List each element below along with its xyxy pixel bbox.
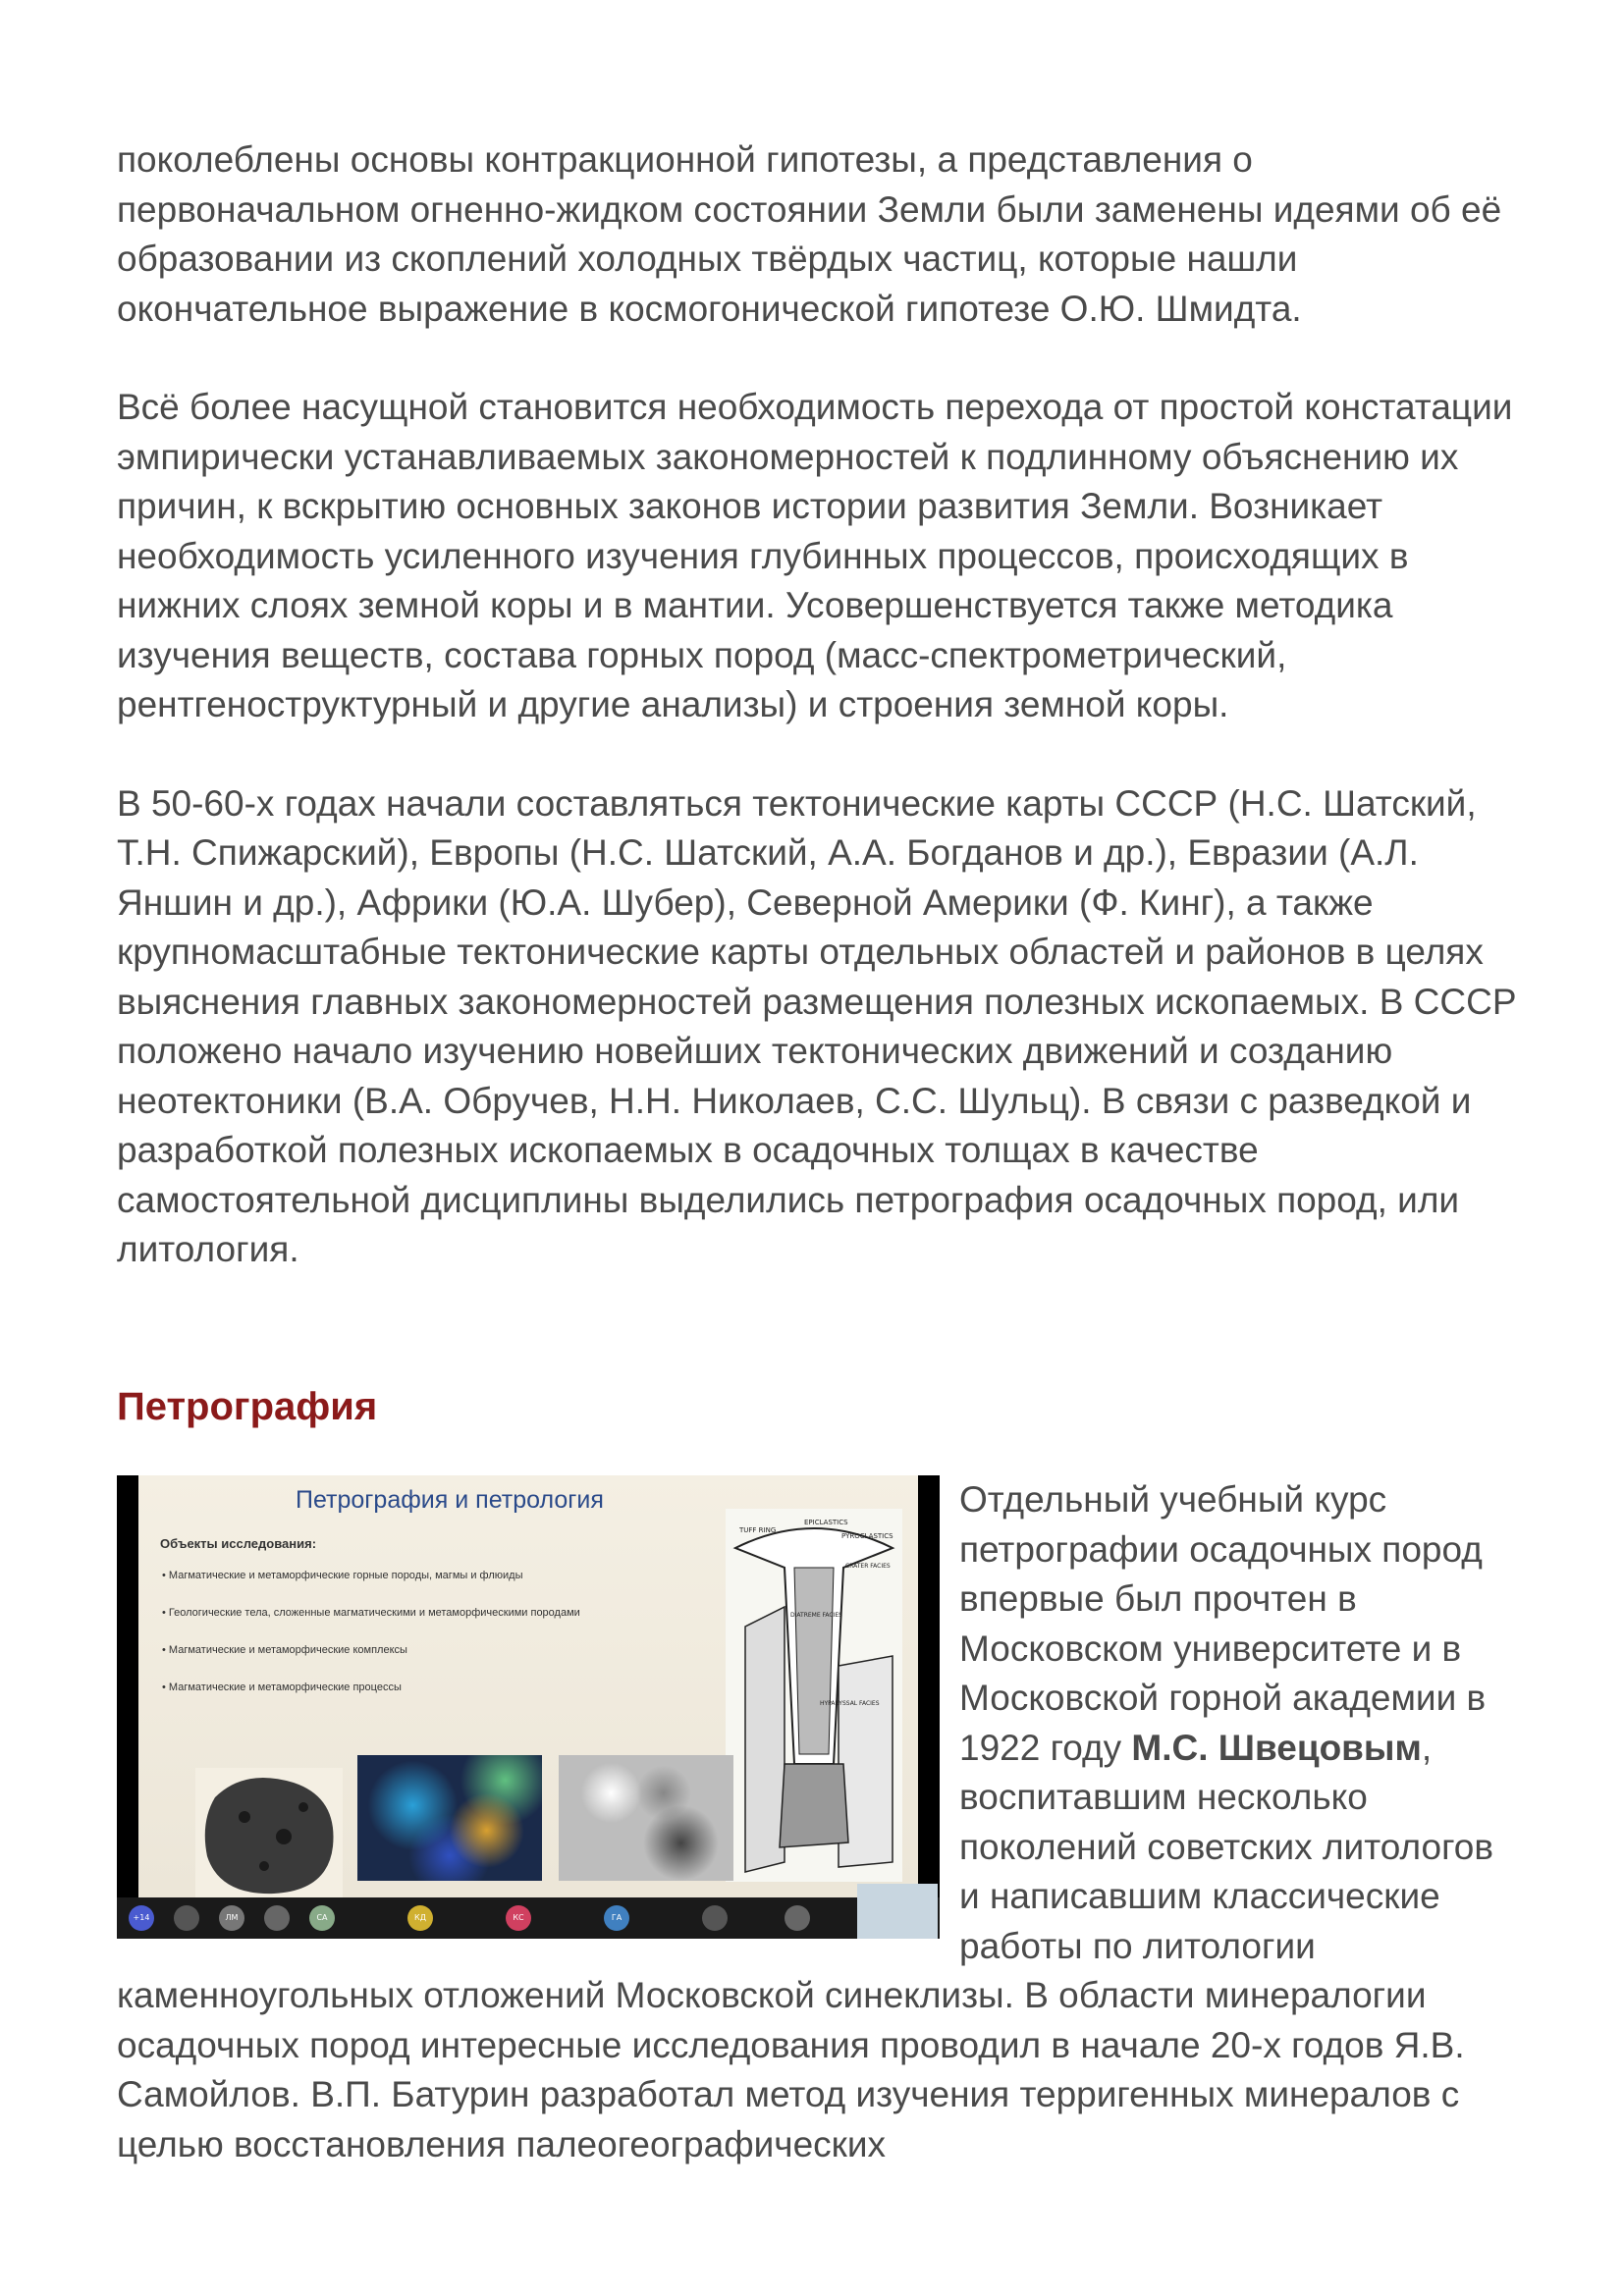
petrography-section [117,1475,1521,2169]
participant-avatar [785,1905,810,1931]
diagram-label: EPICLASTICS [804,1519,848,1526]
author-name-bold: М.С. Швецовым [1131,1727,1422,1768]
thin-section-image-color [357,1755,542,1881]
rock-sample-image [195,1768,343,1897]
participant-avatar [174,1905,199,1931]
participant-avatar [702,1905,728,1931]
participant-avatar: ГА [604,1905,629,1931]
diagram-label: CRATER FACIES [845,1563,891,1570]
slide-title: Петрография и петрология [296,1486,604,1514]
document-page [117,135,1521,2164]
video-participant-tray [117,1897,940,1939]
paragraph-3: В 50-60-х годах начали составляться тектонические карты СССР (Н.С. Шатский, Т.Н. Спижарский), Европы (Н.С. Шатский, А.А. Богданов и др.), Евразии (А.Л. Яншин и др.), Африки (Ю.А. Шубер), Северной Америки (Ф. Кинг), а также крупномасштабные тектонические карты отдельных областей и районов в целях выяснения главных закономерностей размещения полезных ископаемых. В СССР положено начало изучению новейших тектонических движений и созданию неотектоники (В.А. Обручев, Н.Н. Николаев, С.С. Шульц). В связи с разведкой и разработкой полезных ископаемых в осадочных толщах в качестве самостоятельной дисциплины выделились петрография осадочных пород, или литология. [117,782,1517,1269]
participant-camera-thumbnail [857,1884,938,1939]
thin-section-image-gray [559,1755,733,1881]
diagram-label: HYPABYSSAL FACIES [820,1700,880,1707]
diagram-label: PYROCLASTICS [841,1532,893,1540]
slide-content [138,1475,918,1897]
paragraph-2: Всё более насущной становится необходимость перехода от простой констатации эмпирически устанавливаемых закономерностей к подлинному объяснению их причин, к вскрытию основных законов истории развития Земли. Возникает необходимость усиленного изучения глубинных процессов, происходящих в нижних слоях земной коры и в мантии. Усовершенствуется также методика изучения веществ, состава горных пород (масс-спектрометрический, рентгеноструктурный и другие анализы) и строения земной коры. [117,387,1513,724]
slide-bullet: • Магматические и метаморфические процессы [162,1682,682,1719]
participant-avatar [264,1905,290,1931]
participant-count: +14 [129,1905,154,1931]
slide-bullet: • Магматические и метаморфические комплексы [162,1644,682,1682]
slide-bullet-list [162,1570,682,1719]
participant-avatar: КД [407,1905,433,1931]
volcanic-pipe-diagram [726,1509,902,1882]
diagram-label: TUFF RING [739,1526,777,1534]
participant-avatar: СА [309,1905,335,1931]
slide-bullet: • Геологические тела, сложенные магматическими и метаморфическими породами [162,1607,682,1644]
diagram-label: DIATREME FACIES [790,1612,842,1619]
slide-bullet: • Магматические и метаморфические горные породы, магмы и флюиды [162,1570,682,1607]
section-heading: Петрография [117,1385,378,1428]
body-text-part: Отдельный учебный курс петрографии осадочных пород впервые был прочтен в Московском университете и в Московской горной академии в 1922 году [959,1479,1487,1768]
lecture-slide-screenshot [117,1475,940,1939]
participant-avatar: ЛМ [219,1905,244,1931]
body-text-part: , воспитавшим несколько поколений советских литологов и написавшим классические работы по литологии каменноугольных отложений Московской синеклизы. В области минералогии осадочных пород интересные исследования проводил в начале 20-х годов Я.В. Самойлов. В.П. Батурин разработал метод изучения терригенных минералов с целью восстановления палеогеографических [117,1727,1493,2164]
slide-subtitle: Объекты исследования: [160,1536,317,1551]
paragraph-1: поколеблены основы контракционной гипотезы, а представления о первоначальном огненно-жидком состоянии Земли были заменены идеями об её образовании из скоплений холодных твёрдых частиц, которые нашли окончательное выражение в космогонической гипотезе О.Ю. Шмидта. [117,139,1502,329]
participant-avatar: КС [506,1905,531,1931]
